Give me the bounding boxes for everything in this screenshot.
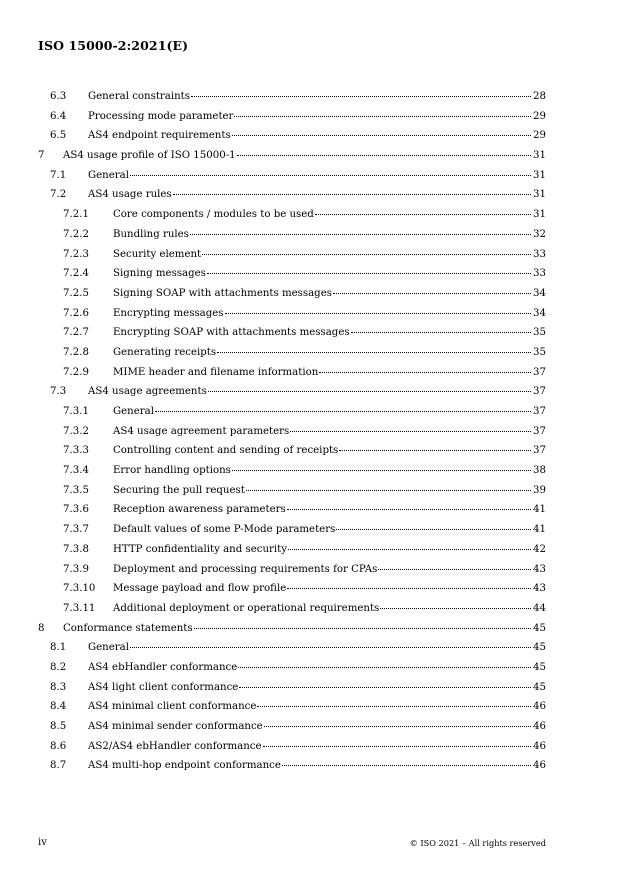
toc-entry-title: Default values of some P-Mode parameters — [113, 524, 336, 536]
toc-dot-leader — [217, 352, 531, 353]
toc-entry-page: 34 — [533, 287, 546, 299]
toc-dot-leader — [378, 569, 531, 570]
toc-entry-title: HTTP confidentiality and security — [113, 543, 287, 555]
toc-entry[interactable] — [38, 367, 546, 387]
toc-entry-page: 33 — [533, 248, 546, 260]
toc-dot-leader — [263, 746, 532, 747]
toc-entry-number: 8.2 — [50, 661, 67, 673]
toc-entry-page: 45 — [533, 681, 546, 693]
toc-entry[interactable] — [38, 189, 546, 209]
toc-entry[interactable] — [38, 701, 546, 721]
toc-entry-number: 7.2 — [50, 189, 67, 201]
toc-entry-number: 7.3.6 — [63, 504, 89, 516]
toc-dot-leader — [232, 135, 531, 136]
toc-entry-title: Message payload and flow profile — [113, 583, 287, 595]
toc-dot-leader — [336, 529, 531, 530]
toc-entry[interactable] — [38, 406, 546, 426]
toc-dot-leader — [202, 254, 531, 255]
toc-entry-page: 37 — [533, 406, 546, 417]
toc-entry-number: 7.2.5 — [63, 287, 89, 299]
toc-entry-number: 8.5 — [50, 721, 67, 732]
toc-entry-number: 7 — [38, 150, 45, 162]
toc-entry-page: 46 — [533, 721, 546, 732]
toc-entry-title: Core components / modules to be used — [113, 209, 314, 221]
toc-dot-leader — [207, 273, 531, 274]
toc-entry[interactable] — [38, 682, 546, 702]
toc-entry-page: 44 — [533, 602, 546, 614]
toc-entry[interactable] — [38, 268, 546, 288]
toc-entry-number: 7.2.3 — [63, 248, 89, 260]
toc-entry-page: 43 — [533, 563, 546, 575]
toc-entry-page: 46 — [533, 701, 546, 713]
toc-dot-leader — [246, 490, 531, 491]
toc-entry[interactable] — [38, 485, 546, 505]
toc-entry[interactable] — [38, 426, 546, 446]
toc-entry-title: Controlling content and sending of receipts — [113, 445, 339, 457]
toc-entry-title: General — [88, 642, 129, 654]
toc-dot-leader — [234, 116, 531, 117]
toc-entry-page: 43 — [533, 583, 546, 595]
toc-dot-leader — [194, 628, 531, 629]
toc-dot-leader — [287, 588, 531, 589]
toc-entry-number: 7.2.8 — [63, 346, 89, 358]
toc-entry-title: AS2/AS4 ebHandler conformance — [88, 740, 262, 752]
toc-entry-page: 28 — [533, 91, 546, 102]
toc-entry-title: MIME header and filename information — [113, 366, 319, 378]
toc-entry-number: 7.3.4 — [63, 465, 89, 477]
document-header-title: ISO 15000-2:2021(E) — [38, 38, 189, 53]
toc-entry-number: 7.2.6 — [63, 307, 89, 319]
toc-entry[interactable] — [38, 741, 546, 761]
toc-entry-page: 41 — [533, 504, 546, 516]
toc-entry-page: 31 — [533, 209, 546, 221]
toc-entry[interactable] — [38, 288, 546, 308]
toc-entry[interactable] — [38, 91, 546, 111]
toc-entry-title: Signing SOAP with attachments messages — [113, 287, 332, 299]
toc-entry-title: AS4 ebHandler conformance — [88, 661, 238, 673]
toc-entry-number: 8.7 — [50, 760, 67, 772]
toc-entry-page: 35 — [533, 346, 546, 358]
toc-entry-number: 6.5 — [50, 130, 67, 142]
toc-entry-page: 41 — [533, 524, 546, 536]
toc-entry-page: 39 — [533, 484, 546, 496]
toc-dot-leader — [190, 234, 531, 235]
toc-entry[interactable] — [38, 760, 546, 780]
toc-entry-title: AS4 light client conformance — [88, 681, 239, 693]
toc-entry-title: Encrypting messages — [113, 307, 224, 319]
toc-dot-leader — [339, 450, 531, 451]
toc-entry-page: 45 — [533, 642, 546, 654]
toc-dot-leader — [287, 509, 531, 510]
toc-dot-leader — [315, 214, 531, 215]
toc-dot-leader — [173, 194, 531, 195]
toc-entry-title: Processing mode parameter — [88, 110, 234, 122]
toc-dot-leader — [155, 411, 531, 412]
toc-dot-leader — [257, 706, 531, 707]
toc-dot-leader — [288, 549, 531, 550]
footer-page-number: iv — [38, 837, 47, 848]
toc-dot-leader — [351, 332, 531, 333]
toc-entry-page: 37 — [533, 425, 546, 437]
toc-entry-page: 31 — [533, 169, 546, 181]
toc-entry[interactable] — [38, 504, 546, 524]
toc-entry-title: Deployment and processing requirements for CPAs — [113, 563, 378, 575]
toc-entry[interactable] — [38, 662, 546, 682]
toc-entry[interactable] — [38, 564, 546, 584]
toc-entry-page: 46 — [533, 760, 546, 772]
toc-entry-title: AS4 endpoint requirements — [88, 130, 231, 142]
toc-entry-page: 31 — [533, 150, 546, 162]
toc-entry-number: 7.3.1 — [63, 406, 89, 417]
toc-entry-number: 7.2.1 — [63, 209, 89, 221]
toc-entry-page: 35 — [533, 327, 546, 339]
toc-dot-leader — [208, 391, 531, 392]
toc-entry[interactable] — [38, 130, 546, 150]
toc-entry-number: 7.2.9 — [63, 366, 89, 378]
toc-entry[interactable] — [38, 150, 546, 170]
toc-entry[interactable] — [38, 583, 546, 603]
toc-entry-title: Securing the pull request — [113, 484, 245, 496]
toc-dot-leader — [130, 647, 531, 648]
toc-entry-number: 7.1 — [50, 169, 67, 181]
toc-entry[interactable] — [38, 327, 546, 347]
table-of-contents — [38, 91, 546, 780]
toc-entry-title: AS4 minimal client conformance — [88, 701, 257, 713]
toc-entry-number: 7.3.8 — [63, 543, 89, 555]
toc-entry[interactable] — [38, 642, 546, 662]
toc-entry-number: 7.2.2 — [63, 228, 89, 240]
toc-dot-leader — [264, 726, 531, 727]
toc-entry-number: 7.3.10 — [63, 583, 96, 595]
toc-entry-page: 33 — [533, 268, 546, 280]
toc-entry-page: 29 — [533, 130, 546, 142]
toc-entry-number: 8 — [38, 622, 45, 634]
toc-dot-leader — [333, 293, 531, 294]
toc-entry-number: 8.3 — [50, 681, 67, 693]
toc-dot-leader — [238, 667, 531, 668]
toc-dot-leader — [380, 608, 531, 609]
toc-entry-number: 8.6 — [50, 740, 67, 752]
toc-entry[interactable] — [38, 308, 546, 328]
toc-entry-number: 7.3.3 — [63, 445, 89, 457]
toc-entry-title: AS4 usage profile of ISO 15000-1 — [63, 150, 236, 162]
toc-entry[interactable] — [38, 111, 546, 131]
toc-entry-number: 7.3.11 — [63, 602, 96, 614]
toc-entry[interactable] — [38, 623, 546, 643]
footer-copyright: © ISO 2021 – All rights reserved — [409, 838, 546, 848]
toc-entry-page: 46 — [533, 740, 546, 752]
toc-entry-number: 8.4 — [50, 701, 67, 713]
toc-entry-title: Encrypting SOAP with attachments messages — [113, 327, 350, 339]
toc-entry[interactable] — [38, 544, 546, 564]
toc-entry[interactable] — [38, 209, 546, 229]
toc-entry-title: Reception awareness parameters — [113, 504, 286, 516]
toc-entry-page: 32 — [533, 228, 546, 240]
toc-entry-title: General constraints — [88, 91, 191, 102]
toc-entry-title: AS4 multi-hop endpoint conformance — [88, 760, 281, 772]
toc-entry-page: 29 — [533, 110, 546, 122]
toc-dot-leader — [282, 765, 531, 766]
toc-entry-title: General — [88, 169, 129, 181]
toc-entry-page: 37 — [533, 386, 546, 398]
toc-entry-number: 7.3.9 — [63, 563, 89, 575]
toc-entry-page: 31 — [533, 189, 546, 201]
toc-entry-page: 38 — [533, 465, 546, 477]
toc-entry-page: 45 — [533, 661, 546, 673]
toc-entry-number: 7.2.7 — [63, 327, 89, 339]
toc-entry-page: 34 — [533, 307, 546, 319]
toc-entry[interactable] — [38, 603, 546, 623]
toc-entry[interactable] — [38, 445, 546, 465]
toc-entry-title: Additional deployment or operational requirements — [113, 602, 380, 614]
toc-entry-number: 6.3 — [50, 91, 67, 102]
toc-dot-leader — [290, 431, 531, 432]
toc-entry-title: Security element — [113, 248, 202, 260]
toc-dot-leader — [319, 372, 531, 373]
toc-entry-page: 37 — [533, 366, 546, 378]
toc-entry[interactable] — [38, 229, 546, 249]
toc-entry-number: 7.3.5 — [63, 484, 89, 496]
toc-entry-page: 45 — [533, 622, 546, 634]
toc-entry-title: Conformance statements — [63, 622, 193, 634]
toc-entry-page: 42 — [533, 543, 546, 555]
toc-entry-page: 37 — [533, 445, 546, 457]
toc-entry[interactable] — [38, 524, 546, 544]
toc-dot-leader — [237, 155, 531, 156]
toc-entry-title: Signing messages — [113, 268, 206, 280]
toc-entry[interactable] — [38, 249, 546, 269]
toc-entry-number: 7.3 — [50, 386, 67, 398]
toc-entry-number: 7.3.7 — [63, 524, 89, 536]
toc-dot-leader — [239, 687, 531, 688]
toc-entry-number: 8.1 — [50, 642, 67, 654]
toc-entry[interactable] — [38, 170, 546, 190]
toc-entry-number: 7.2.4 — [63, 268, 89, 280]
toc-dot-leader — [225, 313, 531, 314]
toc-entry-number: 7.3.2 — [63, 425, 89, 437]
toc-entry[interactable] — [38, 465, 546, 485]
toc-entry[interactable] — [38, 386, 546, 406]
toc-dot-leader — [191, 96, 531, 97]
toc-entry-title: General — [113, 406, 154, 417]
toc-entry-title: AS4 minimal sender conformance — [88, 721, 263, 732]
toc-entry-number: 6.4 — [50, 110, 67, 122]
toc-entry-title: Generating receipts — [113, 346, 217, 358]
toc-dot-leader — [130, 175, 531, 176]
toc-dot-leader — [232, 470, 531, 471]
toc-entry-title: AS4 usage rules — [88, 189, 172, 201]
toc-entry-title: AS4 usage agreement parameters — [113, 425, 290, 437]
toc-entry-title: Error handling options — [113, 465, 231, 477]
toc-entry-title: Bundling rules — [113, 228, 189, 240]
toc-entry-title: AS4 usage agreements — [88, 386, 207, 398]
toc-entry[interactable] — [38, 721, 546, 741]
toc-entry[interactable] — [38, 347, 546, 367]
